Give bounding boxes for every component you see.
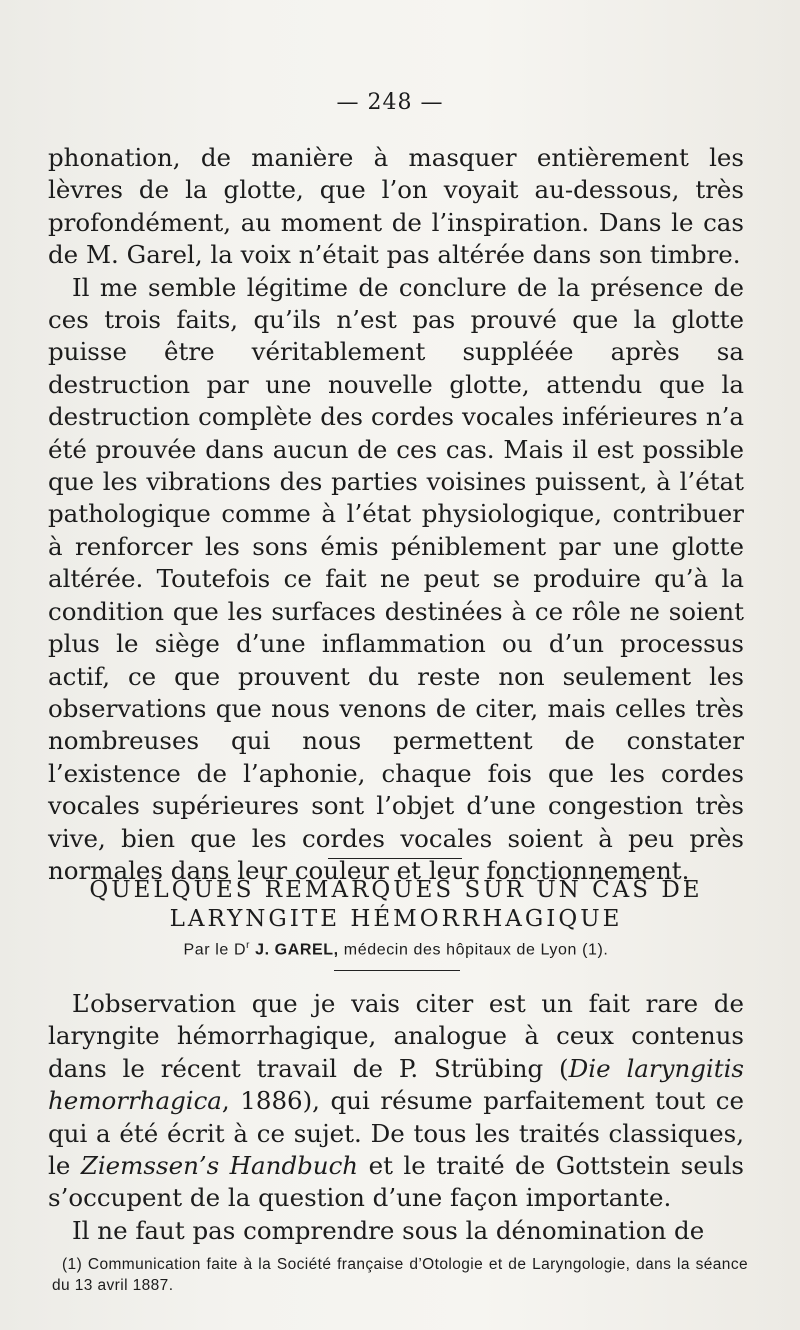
- footnote: [52, 1254, 748, 1296]
- byline-prefix: Par le D: [183, 941, 247, 959]
- article-title-line-2: LARYNGITE HÉMORRHAGIQUE: [169, 906, 623, 932]
- author-affiliation: médecin des hôpitaux de Lyon (1).: [343, 941, 609, 959]
- page-number: — 248 —: [336, 90, 444, 115]
- title-divider: [334, 970, 460, 971]
- text-run: et le traité de Gottstein seuls s’occupent de la question d’une façon importante.: [48, 1151, 745, 1213]
- paragraph: phonation, de manière à masquer entièrement les lèvres de la glotte, que l’on voyait au-dessous, très profondément, au moment de l’inspiration. Dans le cas de M. Garel, la voix n’était pas altérée dans son timbre.: [48, 143, 744, 270]
- article-text-block: [48, 988, 744, 1247]
- paragraph: Il me semble légitime de conclure de la présence de ces trois faits, qu’ils n’est pas prouvé que la glotte puisse être véritablement suppléée après sa destruction par une nouvelle glotte, attendu que la destruction complète des cordes vocales inférieures n’a été prouvée dans aucun de ces cas. Mais il est possible que les vibrations des parties voisines puissent, à l’état pathologique comme à l’état physiologique, contribuer à renforcer les sons émis péniblement par une glotte altérée. Toutefois ce fait ne peut se produire qu’à la condition que les surfaces destinées à ce rôle ne soient plus le siège d’une inflammation ou d’un processus actif, ce que prouvent du reste non seulement les observations que nous venons de citer, mais celles très nombreuses qui nous permettent de constater l’existence de l’aphonie, chaque fois que les cordes vocales supérieures sont l’objet d’une congestion très vive, bien que les cordes vocales soient à peu près normales dans leur couleur et leur fonctionnement.: [48, 272, 744, 885]
- footnote-text: (1) Communication faite à la Société française d’Otologie et de Laryngologie, dans la séance du 13 avril 1887.: [52, 1256, 748, 1294]
- article-title-line-1: QUELQUES REMARQUES SUR UN CAS DE: [89, 877, 703, 903]
- continued-text-block: [48, 142, 744, 887]
- byline-abbrev-sup: r: [246, 940, 251, 951]
- author-byline: [48, 940, 744, 959]
- cited-handbook: Ziemssen’s Handbuch: [80, 1151, 359, 1181]
- text-run: L’observation que je vais citer est un fait rare de laryngite hémorrhagique, analogue à ceux contenus dans le récent travail de P. Strübing (: [48, 989, 744, 1083]
- paragraph: [48, 988, 744, 1215]
- author-name: J. GAREL,: [255, 941, 339, 959]
- text-run: , 1886), qui résume parfaitement tout ce qui a été écrit à ce sujet. De tous les traités classiques, le: [48, 1086, 744, 1181]
- paragraph: Il ne faut pas comprendre sous la dénomination de: [72, 1215, 705, 1245]
- section-divider: [328, 858, 462, 859]
- cited-work-title: Die laryngitis hemorrhagica: [48, 1053, 744, 1116]
